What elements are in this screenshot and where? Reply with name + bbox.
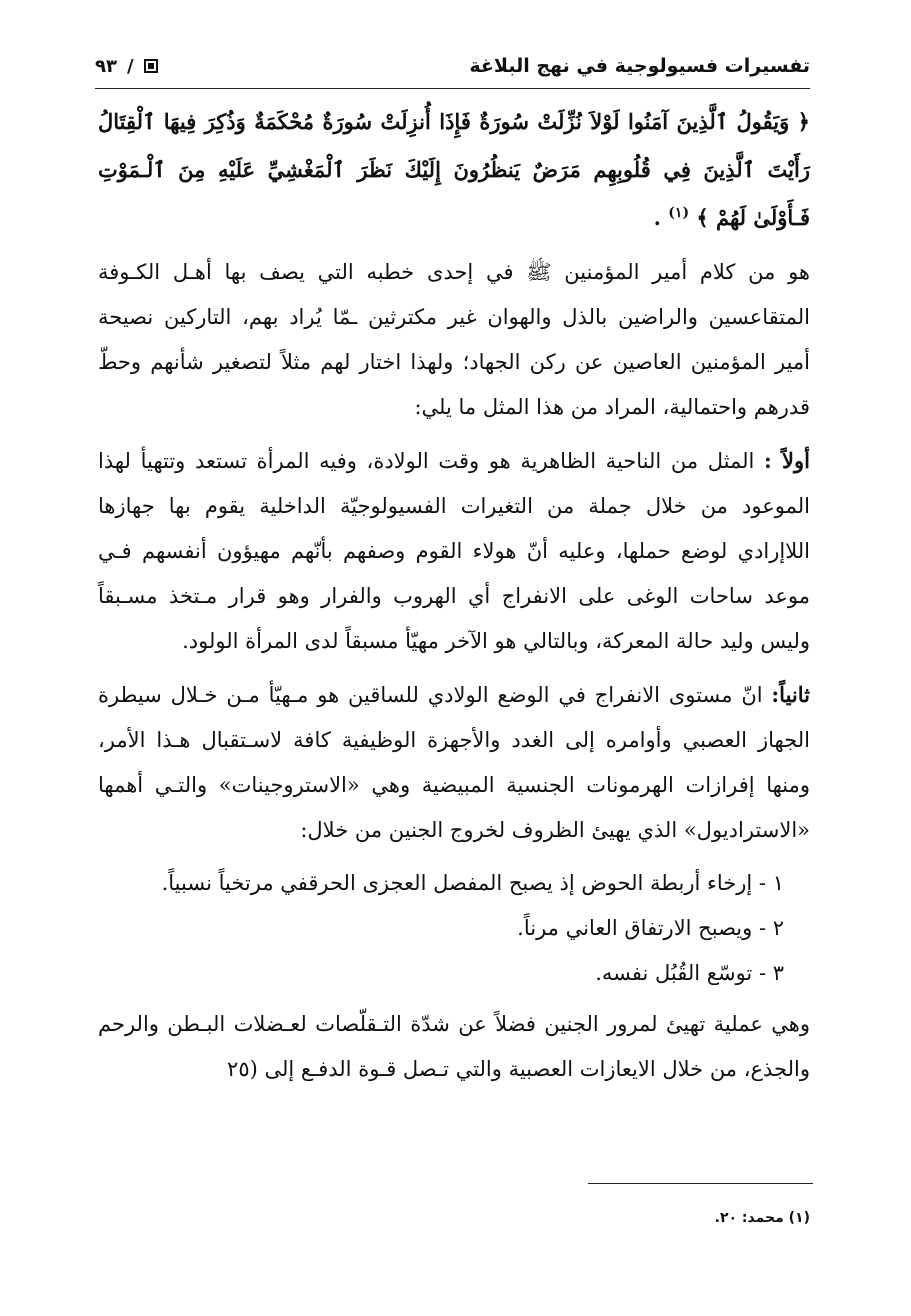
paragraph-closing: وهي عملية تهيئ لمرور الجنين فضلاً عن شدّة التـقلّصات لعـضلات البـطن والرحم والجذع، من خلال الايعازات العصبية والتي تـصل قـوة الدفـع إلى (٢٥ (98, 1012, 810, 1081)
list-item: ١ - إرخاء أربطة الحوض إذ يصبح المفصل العجزى الحرقفي مرتخياً نسبياً. (161, 871, 784, 895)
page-header (95, 48, 810, 84)
paragraph-first (98, 438, 810, 664)
paragraph-second (98, 672, 810, 853)
page-number-separator: / (126, 55, 134, 77)
paragraph-second-text: انّ مستوى الانفراج في الوضع الولادي للساقين هو مـهيّأ مـن خـلال سيطرة الجهاز العصبي وأوامره إلى الغدد والأجهزة الوظيفية كافة لاسـتقبال هـذا الأمر، ومنها إفرازات الهرمونات الجنسية المبيضية وهي «الاستروجينات» والتـي أهمها «الاستراديول» الذي يهيئ الظروف لخروج الجنين من خلال: (98, 683, 810, 842)
page-number: ٩٣ (95, 55, 117, 77)
list-item: ٣ - توسّع القُبُل نفسه. (595, 961, 784, 985)
quran-verse (98, 98, 810, 242)
paragraph-first-lead: أولاً : (764, 448, 811, 473)
list-item: ٢ - ويصبح الارتفاق العاني مرناً. (517, 916, 784, 940)
running-title: تفسيرات فسيولوجية في نهج البلاغة (469, 55, 810, 77)
page-number-block (95, 56, 158, 77)
footnote: (١) محمد: ٢٠. (714, 1210, 810, 1226)
footnote-divider (588, 1183, 813, 1184)
square-ornament-icon (144, 59, 158, 73)
verse-text: ﴿ وَيَقُولُ ٱلَّذِينَ آمَنُوا لَوْلاَ نُزِّلَتْ سُورَةٌ فَإِذَا أُنزِلَتْ سُورَةٌ مُحْكَمَةٌ وَذُكِرَ فِيهَا ٱلْقِتَالُ رَأَيْتَ ٱلَّذِينَ فِي قُلُوبِهِم مَرَضٌ يَنظُرُونَ إِلَيْكَ نَظَرَ ٱلْمَغْشِيِّ عَلَيْهِ مِنَ ٱلْـمَوْتِ فَـأَوْلَىٰ لَهُمْ ﴾ (98, 109, 810, 230)
header-divider (95, 88, 810, 89)
main-text (98, 98, 810, 1100)
footnote-reference[interactable]: (١) (668, 205, 690, 221)
paragraph-intro: هو من كلام أمير المؤمنين ﷺ في إحدى خطبه التي يصف بها أهـل الكـوفة المتقاعسين والراضين بالذل والهوان غير مكترثين ـمّا يُراد بهم، التاركين نصيحة أمير المؤمنين العاصين عن ركن الجهاد؛ ولهذا اختار لهم مثلاً لتصغير شأنهم وحطّ قدرهم واحتمالية، المراد من هذا المثل ما يلي: (98, 260, 810, 419)
paragraph-first-text: المثل من الناحية الظاهرية هو وقت الولادة، وفيه المرأة تستعد وتتهيأ لهذا الموعود من خلال جملة من التغيرات الفسيولوجيّة الداخلية يقوم بها جهازها اللاإرادي لوضع حملها، وعليه أنّ هولاء القوم وصفهم بأنّهم مهيؤون أنفسهم فـي موعد ساحات الوغى على الانفراج أي الهروب والفرار وهو قرار مـتخذ مسـبقاً وليس وليد حالة المعركة، وبالتالي هو الآخر مهيّأ مسبقاً لدى المرأة الولود. (98, 449, 810, 653)
verse-end: . (653, 205, 661, 230)
paragraph-second-lead: ثانياً: (771, 682, 810, 707)
